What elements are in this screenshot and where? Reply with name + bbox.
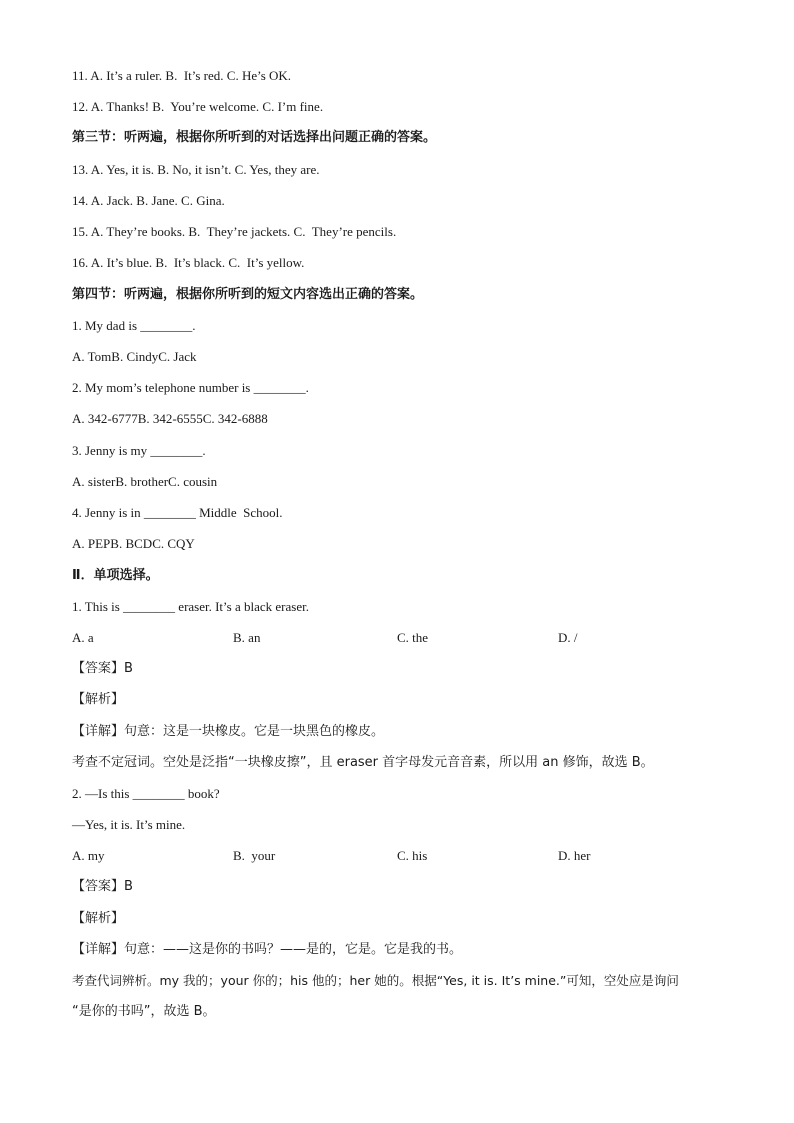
mc-question-2-reply: —Yes, it is. It’s mine.: [72, 817, 186, 832]
mc-question-1-option-a: A. a: [72, 630, 94, 645]
section-4-heading: 第四节：听两遍，根据你所听到的短文内容选出正确的答案。: [72, 287, 424, 302]
mc-question-1-option-d: D. /: [558, 630, 578, 645]
question-14: 14. A. Jack. B. Jane. C. Gina.: [72, 193, 225, 208]
mc-question-2-answer: 【答案】B: [72, 879, 133, 894]
mc-question-1-analysis-label: 【解析】: [72, 692, 125, 707]
mc-question-2-stem: 2. —Is this ________ book?: [72, 786, 220, 801]
passage-question-1: 1. My dad is ________.: [72, 318, 196, 333]
mc-question-2-option-c: C. his: [397, 848, 428, 863]
question-12: 12. A. Thanks! B. You’re welcome. C. I’m fine.: [72, 99, 324, 114]
passage-question-4-options: A. PEPB. BCDC. CQY: [72, 536, 195, 551]
mc-question-1-explanation: 考查不定冠词。空处是泛指“一块橡皮擦”，且 eraser 首字母发元音音素，所以用 an 修饰，故选 B。: [72, 755, 654, 770]
mc-question-1-answer: 【答案】B: [72, 661, 133, 676]
passage-question-3-options: A. sisterB. brotherC. cousin: [72, 474, 218, 489]
section-3-heading: 第三节：听两遍，根据你所听到的对话选择出问题正确的答案。: [72, 130, 437, 145]
part-2-heading: Ⅱ．单项选择。: [72, 568, 159, 583]
mc-question-2-explanation-line-1: 考查代词辨析。my 我的；your 你的；his 他的；her 她的。根据“Yes, it is. It’s mine.”可知，空处应是询问: [72, 973, 679, 988]
question-11: 11. A. It’s a ruler. B. It’s red. C. He’s OK.: [72, 68, 292, 83]
mc-question-2-explanation-line-2: “是你的书吗”，故选 B。: [72, 1004, 216, 1019]
passage-question-4: 4. Jenny is in ________ Middle School.: [72, 505, 283, 520]
mc-question-2-analysis-label: 【解析】: [72, 911, 125, 926]
mc-question-2-option-a: A. my: [72, 848, 105, 863]
passage-question-2: 2. My mom’s telephone number is ________.: [72, 380, 309, 395]
passage-question-2-options: A. 342-6777B. 342-6555C. 342-6888: [72, 411, 268, 426]
passage-question-1-options: A. TomB. CindyC. Jack: [72, 349, 197, 364]
mc-question-2-detail: 【详解】句意：——这是你的书吗？——是的，它是。它是我的书。: [72, 942, 463, 957]
mc-question-2-option-d: D. her: [558, 848, 591, 863]
question-13: 13. A. Yes, it is. B. No, it isn’t. C. Yes, they are.: [72, 162, 320, 177]
question-16: 16. A. It’s blue. B. It’s black. C. It’s yellow.: [72, 255, 305, 270]
mc-question-1-stem: 1. This is ________ eraser. It’s a black eraser.: [72, 599, 309, 614]
question-15: 15. A. They’re books. B. They’re jackets. C. They’re pencils.: [72, 224, 397, 239]
mc-question-1-option-c: C. the: [397, 630, 429, 645]
mc-question-2-option-b: B. your: [233, 848, 276, 863]
passage-question-3: 3. Jenny is my ________.: [72, 443, 206, 458]
mc-question-1-option-b: B. an: [233, 630, 261, 645]
mc-question-1-detail: 【详解】句意：这是一块橡皮。它是一块黑色的橡皮。: [72, 724, 385, 739]
